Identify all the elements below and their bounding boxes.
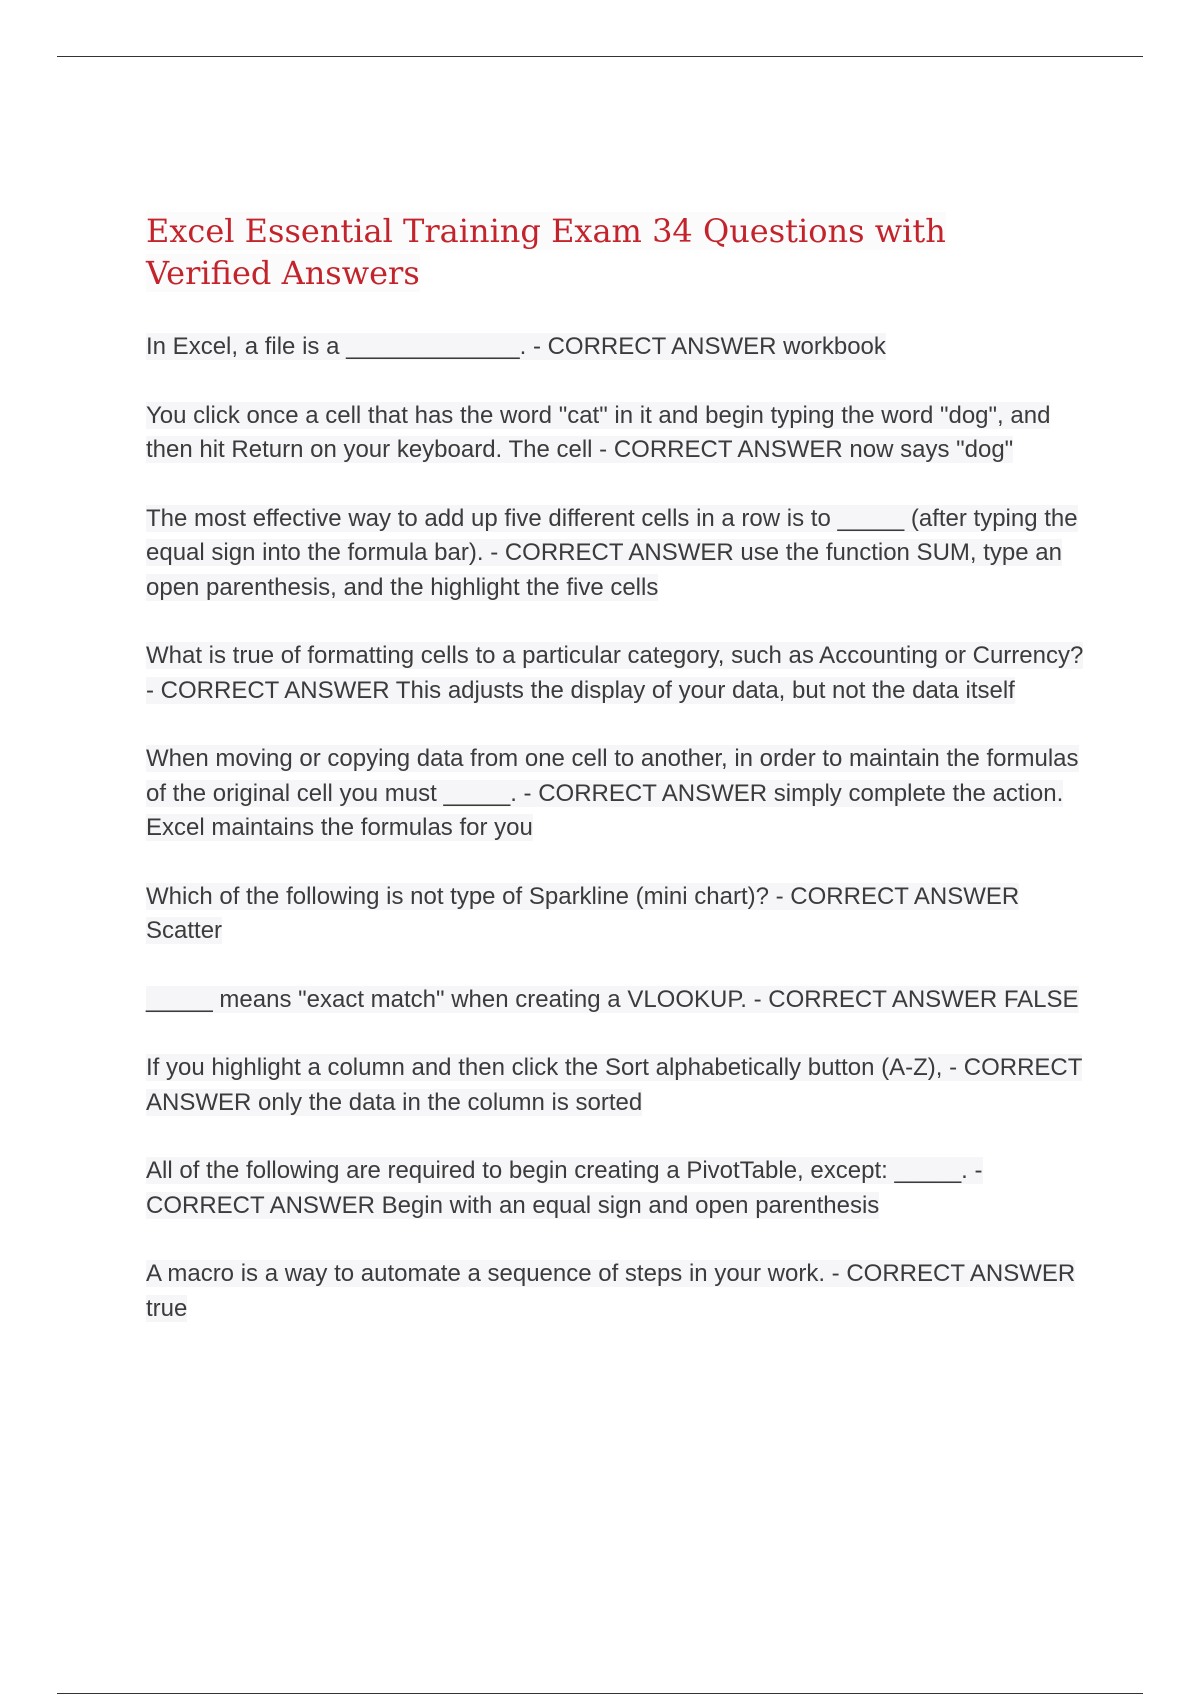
- header-rule: [57, 56, 1143, 57]
- qa-text: When moving or copying data from one cell to another, in order to maintain the formulas of the original cell you must _____. - CORRECT ANSWER simply complete the action. Excel maintains the formulas for you: [146, 745, 1079, 841]
- qa-text: If you highlight a column and then click the Sort alphabetically button (A-Z), - CORRECT ANSWER only the data in the column is sorted: [146, 1054, 1083, 1116]
- qa-item: [146, 880, 1096, 949]
- qa-text: _____ means "exact match" when creating a VLOOKUP. - CORRECT ANSWER FALSE: [146, 985, 1079, 1013]
- qa-item: [146, 983, 1096, 1018]
- qa-text: A macro is a way to automate a sequence of steps in your work. - CORRECT ANSWER true: [146, 1260, 1076, 1322]
- qa-text: Which of the following is not type of Sparkline (mini chart)? - CORRECT ANSWER Scatter: [146, 882, 1020, 944]
- qa-text: In Excel, a file is a _____________. - CORRECT ANSWER workbook: [146, 333, 886, 360]
- qa-item: [146, 1257, 1096, 1326]
- document-title: Excel Essential Training Exam 34 Questions with Verified Answers: [146, 212, 946, 292]
- qa-item: [146, 639, 1096, 708]
- qa-item: [146, 1154, 1096, 1223]
- qa-item: [146, 399, 1096, 468]
- qa-text: The most effective way to add up five different cells in a row is to _____ (after typing the equal sign into the formula bar). - CORRECT ANSWER use the function SUM, type an open parenthesis, and the highlight the five cells: [146, 504, 1078, 601]
- qa-item: [146, 742, 1096, 846]
- qa-item: [146, 502, 1096, 606]
- qa-text: You click once a cell that has the word "cat" in it and begin typing the word "dog", and then hit Return on your keyboard. The cell - CORRECT ANSWER now says "dog": [146, 401, 1051, 463]
- document-body: [146, 210, 1096, 1360]
- title-block: [146, 210, 1046, 294]
- footer-rule: [57, 1693, 1143, 1694]
- qa-text: What is true of formatting cells to a particular category, such as Accounting or Currency? - CORRECT ANSWER This adjusts the display of your data, but not the data itself: [146, 642, 1084, 704]
- qa-text: All of the following are required to begin creating a PivotTable, except: _____. - CORRECT ANSWER Begin with an equal sign and open parenthesis: [146, 1157, 983, 1219]
- qa-item: [146, 330, 1096, 365]
- qa-item: [146, 1051, 1096, 1120]
